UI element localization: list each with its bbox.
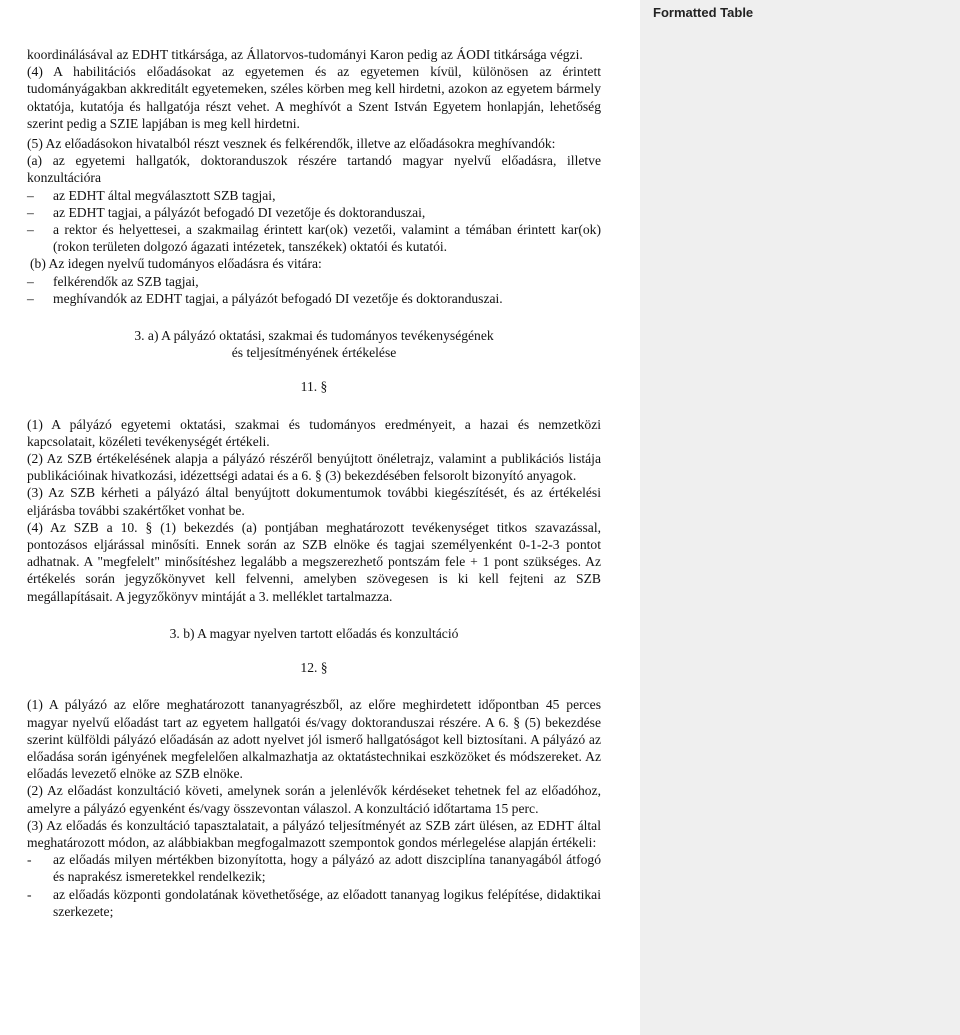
list-item: – a rektor és helyettesei, a szakmailag érintett kar(ok) vezetői, valamint a témában érintett kar(ok) (rokon területen dolgozó ágazati intézetek, tanszékek) oktatói és kutatói. bbox=[27, 221, 601, 255]
section-12-paragraph-3: (3) Az előadás és konzultáció tapasztalatait, a pályázó teljesítményét az SZB zárt ülésen, az EDHT által meghatározott módon, az alábbiakban megfogalmazott szempontok gondos mérlegelése alapján értékeli: bbox=[27, 817, 601, 850]
section-11-paragraph-3: (3) Az SZB kérheti a pályázó által benyújtott dokumentumok további kiegészítését, és az értékelési eljárásba további szakértőket vonhat be. bbox=[27, 485, 601, 518]
section-11-title: 11. § bbox=[300, 379, 328, 395]
list-item: – meghívandók az EDHT tagjai, a pályázót befogadó DI vezetője és doktoranduszai. bbox=[27, 290, 601, 307]
section-12-paragraph-2: (2) Az előadást konzultáció követi, amelynek során a jelenlévők kérdéseket tehetnek fel az előadóhoz, amelyre a pályázó egyenként és/vagy összevontan válaszol. A konzultáció időtartama 15 perc. bbox=[27, 783, 601, 816]
section-12-paragraph-1: (1) A pályázó az előre meghatározott tananyagrészből, az előre meghirdetett időpontban 45 perces magyar nyelvű előadást tart az egyetem hallgatói és/vagy doktoranduszai részére. A 6. § (5) bekezdése szerint külföldi pályázó előadásán az adott nyelvet jól ismerő hallgatóságot kell biztosítani. A pályázó az előadása során igényének megfelelően alkalmazhatja az oktatástechnikai eszközöket és módszereket. Az előadás levezető elnöke az SZB elnöke. bbox=[27, 697, 601, 782]
document-page bbox=[27, 46, 601, 920]
list-item: – az EDHT tagjai, a pályázót befogadó DI vezetője és doktoranduszai, bbox=[27, 204, 601, 221]
paragraph-5b: (b) Az idegen nyelvű tudományos előadásra és vitára: bbox=[30, 256, 322, 272]
formatting-note: Formatted Table bbox=[653, 5, 754, 20]
list-item: – felkérendők az SZB tagjai, bbox=[27, 273, 601, 290]
paragraph-top: koordinálásával az EDHT titkársága, az Állatorvos-tudományi Karon pedig az ÁODI titkársága végzi. bbox=[27, 47, 583, 62]
comment-sidebar bbox=[640, 0, 960, 1035]
heading-3a-line1: 3. a) A pályázó oktatási, szakmai és tudományos tevékenységének bbox=[134, 328, 494, 344]
list-item: - az előadás milyen mértékben bizonyította, hogy a pályázó az adott diszciplína tananyagából átfogó és naprakész ismeretekkel rendelkezik; bbox=[27, 851, 601, 885]
paragraph-5a: (a) az egyetemi hallgatók, doktoranduszok részére tartandó magyar nyelvű előadásra, illetve konzultációra bbox=[27, 153, 601, 186]
paragraph-4: (4) A habilitációs előadásokat az egyetemen és az egyetemen kívül, különösen az érintett tudományágakban akkreditált egyetemeken, széles körben meg kell hirdetni, azokon az egyetem bármely oktatója, kutatója és hallgatója részt vehet. A meghívót a Szent István Egyetem honlapján, lehetőség szerint pedig a SZIE lapjában is meg kell hirdetni. bbox=[27, 64, 601, 131]
section-12-title: 12. § bbox=[300, 660, 328, 676]
heading-3b: 3. b) A magyar nyelven tartott előadás és konzultáció bbox=[169, 625, 459, 641]
section-11-paragraph-1: (1) A pályázó egyetemi oktatási, szakmai és tudományos eredményeit, a hazai és nemzetközi kapcsolatait, közéleti tevékenységét értékeli. bbox=[27, 416, 601, 449]
list-item: – az EDHT által megválasztott SZB tagjai, bbox=[27, 187, 601, 204]
paragraph-5: (5) Az előadásokon hivatalból részt vesznek és felkérendők, illetve az előadásokra meghívandók: bbox=[27, 136, 556, 152]
heading-3a bbox=[27, 327, 601, 361]
section-11-paragraph-4: (4) Az SZB a 10. § (1) bekezdés (a) pontjában meghatározott tevékenységet titkos szavazással, pontozásos eljárással minősíti. Ennek során az SZB elnöke és tagjai személyenként 0-1-2-3 pontot adhatnak. A "megfelelt" minősítéshez legalább a megszerezhető pontszám fele + 1 pont szükséges. Az értékelés során jegyzőkönyvet kell felvenni, amelyben szövegesen is ki kell fejteni az SZB megállapításait. A jegyzőkönyv mintáját a 3. melléklet tartalmazza. bbox=[27, 519, 601, 604]
list-item: - az előadás központi gondolatának követhetősége, az előadott tananyag logikus felépítése, didaktikai szerkezete; bbox=[27, 886, 601, 920]
section-11-paragraph-2: (2) Az SZB értékelésének alapja a pályázó részéről benyújtott önéletrajz, valamint a publikációs listája publikációinak hivatkozási, idézettségi adatai és a 6. § (3) bekezdésében felsorolt bizonyító anyagok. bbox=[27, 451, 601, 484]
heading-3a-line2: és teljesítményének értékelése bbox=[231, 345, 397, 361]
